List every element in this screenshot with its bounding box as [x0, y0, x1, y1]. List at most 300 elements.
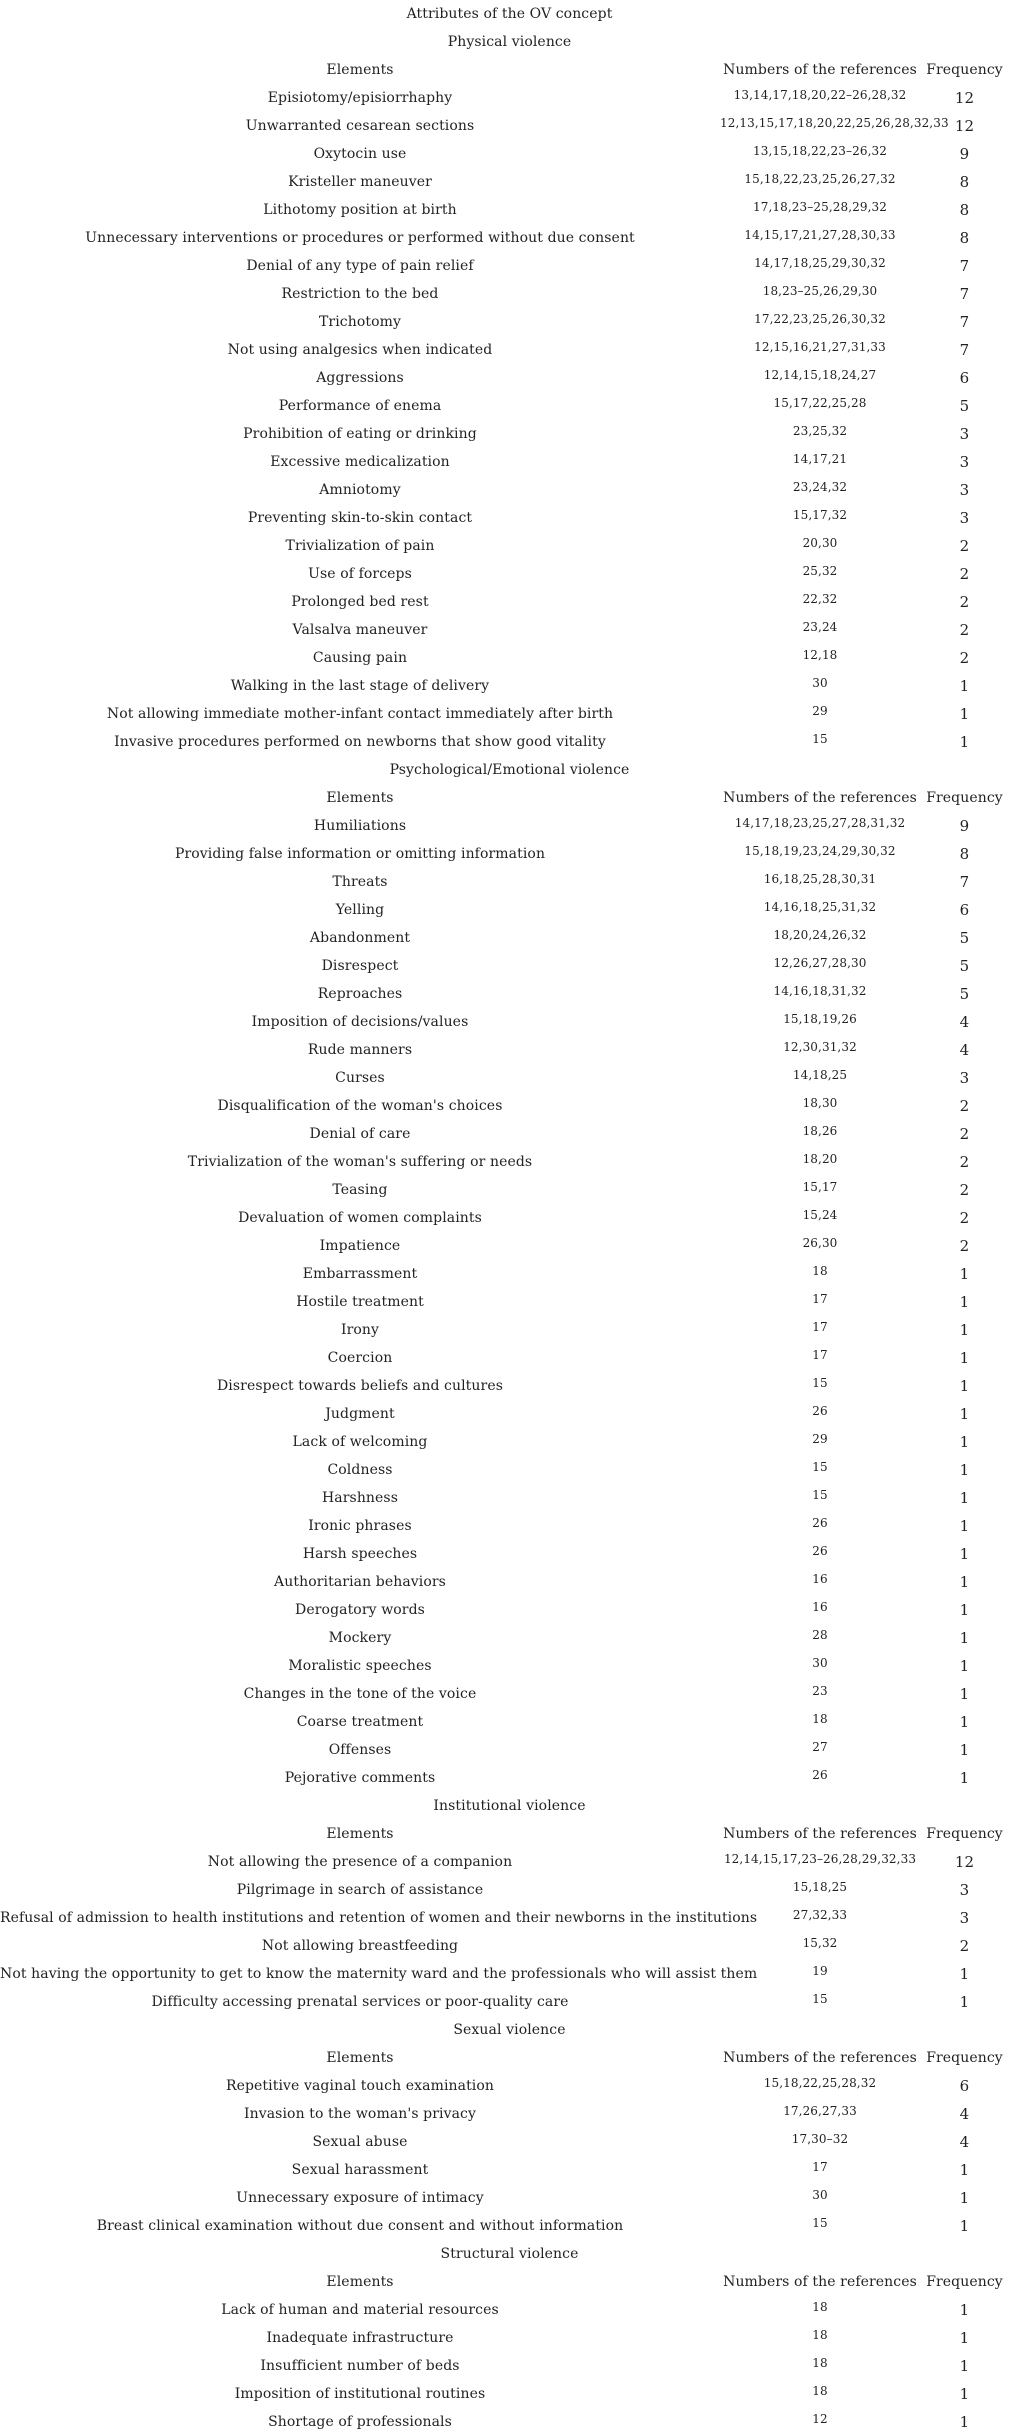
element-cell: Impatience — [319, 1238, 401, 1254]
table-row — [0, 336, 1009, 364]
frequency-cell: 9 — [959, 145, 970, 163]
frequency-cell: 4 — [959, 1041, 970, 1059]
column-header-row — [0, 56, 1009, 84]
frequency-cell: 1 — [959, 1265, 970, 1283]
frequency-cell: 1 — [959, 705, 970, 723]
table-row — [0, 168, 1009, 196]
element-cell: Coldness — [327, 1462, 393, 1478]
references-cell: 15 — [812, 732, 828, 746]
references-cell: 16 — [812, 1572, 828, 1586]
element-cell: Unnecessary interventions or procedures or performed without due consent — [85, 230, 635, 246]
frequency-cell: 1 — [959, 1517, 970, 1535]
column-header-row — [0, 2268, 1009, 2296]
element-cell: Pejorative comments — [284, 1770, 436, 1786]
references-cell: 25,32 — [802, 564, 838, 578]
element-cell: Lithotomy position at birth — [263, 202, 457, 218]
frequency-cell: 2 — [959, 1209, 970, 1227]
element-cell: Curses — [335, 1070, 385, 1086]
frequency-cell: 3 — [959, 1069, 970, 1087]
element-cell: Unnecessary exposure of intimacy — [236, 2190, 484, 2206]
element-cell: Not having the opportunity to get to know the maternity ward and the professionals who will assist them — [0, 1966, 758, 1982]
table-row — [0, 448, 1009, 476]
element-cell: Not allowing the presence of a companion — [207, 1854, 513, 1870]
table-row — [0, 1400, 1009, 1428]
references-cell: 27,32,33 — [792, 1908, 848, 1922]
frequency-cell: 2 — [959, 1237, 970, 1255]
element-cell: Trichotomy — [318, 314, 402, 330]
element-cell: Episiotomy/episiorrhaphy — [267, 90, 453, 106]
references-cell: 15,32 — [802, 1936, 838, 1950]
frequency-cell: 3 — [959, 1909, 970, 1927]
table-row — [0, 392, 1009, 420]
table-row — [0, 2128, 1009, 2156]
table-row — [0, 952, 1009, 980]
references-cell: 19 — [812, 1964, 828, 1978]
element-cell: Harsh speeches — [302, 1546, 418, 1562]
table-row — [0, 980, 1009, 1008]
references-cell: 18,20,24,26,32 — [773, 928, 867, 942]
element-cell: Hostile treatment — [296, 1294, 424, 1310]
frequency-cell: 1 — [959, 2329, 970, 2347]
frequency-cell: 7 — [959, 873, 970, 891]
frequency-cell: 1 — [959, 733, 970, 751]
references-cell: 17,30–32 — [791, 2132, 849, 2146]
frequency-cell: 5 — [959, 929, 970, 947]
frequency-cell: 1 — [959, 2161, 970, 2179]
table-row — [0, 1260, 1009, 1288]
table-row — [0, 1764, 1009, 1792]
frequency-cell: 2 — [959, 621, 970, 639]
table-row — [0, 1484, 1009, 1512]
element-cell: Denial of care — [309, 1126, 411, 1142]
frequency-cell: 4 — [959, 2105, 970, 2123]
references-cell: 15,17,22,25,28 — [773, 396, 867, 410]
frequency-cell: 12 — [954, 117, 975, 135]
frequency-cell: 9 — [959, 817, 970, 835]
element-cell: Changes in the tone of the voice — [243, 1686, 477, 1702]
table-row — [0, 1456, 1009, 1484]
references-cell: 17,26,27,33 — [783, 2104, 857, 2118]
table-row — [0, 672, 1009, 700]
frequency-cell: 1 — [959, 1629, 970, 1647]
table-row — [0, 868, 1009, 896]
references-cell: 15,18,19,23,24,29,30,32 — [744, 844, 896, 858]
element-cell: Ironic phrases — [308, 1518, 412, 1534]
header-elements: Elements — [326, 790, 394, 806]
header-elements: Elements — [326, 2274, 394, 2290]
element-cell: Disqualification of the woman's choices — [217, 1098, 503, 1114]
element-cell: Yelling — [335, 902, 385, 918]
frequency-cell: 1 — [959, 1321, 970, 1339]
table-row — [0, 504, 1009, 532]
references-cell: 17,18,23–25,28,29,32 — [753, 200, 887, 214]
frequency-cell: 2 — [959, 1097, 970, 1115]
element-cell: Imposition of decisions/values — [251, 1014, 469, 1030]
element-cell: Prohibition of eating or drinking — [243, 426, 477, 442]
frequency-cell: 2 — [959, 1181, 970, 1199]
section-2 — [0, 1792, 1009, 2016]
references-cell: 12,14,15,17,23–26,28,29,32,33 — [723, 1852, 917, 1866]
table-row — [0, 1708, 1009, 1736]
element-cell: Insufficient number of beds — [260, 2358, 460, 2374]
table-row — [0, 728, 1009, 756]
references-cell: 14,15,17,21,27,28,30,33 — [744, 228, 896, 242]
frequency-cell: 3 — [959, 509, 970, 527]
frequency-cell: 8 — [959, 173, 970, 191]
references-cell: 20,30 — [802, 536, 838, 550]
table-row — [0, 2380, 1009, 2408]
frequency-cell: 4 — [959, 2133, 970, 2151]
column-header-row — [0, 2044, 1009, 2072]
table-row — [0, 2296, 1009, 2324]
references-cell: 23 — [812, 1684, 828, 1698]
references-cell: 17 — [812, 2160, 828, 2174]
table-row — [0, 812, 1009, 840]
element-cell: Prolonged bed rest — [291, 594, 429, 610]
table-row — [0, 1204, 1009, 1232]
frequency-cell: 2 — [959, 649, 970, 667]
table-row — [0, 896, 1009, 924]
frequency-cell: 1 — [959, 1489, 970, 1507]
references-cell: 28 — [812, 1628, 828, 1642]
table-row — [0, 2072, 1009, 2100]
table-row — [0, 420, 1009, 448]
header-references: Numbers of the references — [723, 62, 917, 78]
table-row — [0, 252, 1009, 280]
frequency-cell: 1 — [959, 1685, 970, 1703]
element-cell: Repetitive vaginal touch examination — [225, 2078, 495, 2094]
references-cell: 18 — [812, 2384, 828, 2398]
references-cell: 26 — [812, 1768, 828, 1782]
references-cell: 18 — [812, 1264, 828, 1278]
table-row — [0, 1876, 1009, 1904]
table-row — [0, 224, 1009, 252]
references-cell: 13,15,18,22,23–26,32 — [753, 144, 887, 158]
frequency-cell: 6 — [959, 2077, 970, 2095]
references-cell: 30 — [812, 1656, 828, 1670]
table-row — [0, 1064, 1009, 1092]
frequency-cell: 1 — [959, 2357, 970, 2375]
table-row — [0, 1680, 1009, 1708]
element-cell: Shortage of professionals — [268, 2414, 452, 2430]
element-cell: Moralistic speeches — [288, 1658, 432, 1674]
frequency-cell: 1 — [959, 1657, 970, 1675]
frequency-cell: 7 — [959, 313, 970, 331]
element-cell: Preventing skin-to-skin contact — [247, 510, 473, 526]
element-cell: Pilgrimage in search of assistance — [236, 1882, 484, 1898]
references-cell: 15 — [812, 1376, 828, 1390]
section-title: Psychological/Emotional violence — [389, 762, 630, 778]
table-row — [0, 1512, 1009, 1540]
references-cell: 17 — [812, 1320, 828, 1334]
element-cell: Threats — [332, 874, 388, 890]
references-cell: 18,26 — [802, 1124, 838, 1138]
table-row — [0, 84, 1009, 112]
table-row — [0, 1120, 1009, 1148]
section-title: Institutional violence — [433, 1798, 586, 1814]
element-cell: Derogatory words — [295, 1602, 425, 1618]
references-cell: 15 — [812, 1992, 828, 2006]
element-cell: Imposition of institutional routines — [234, 2386, 486, 2402]
frequency-cell: 2 — [959, 593, 970, 611]
references-cell: 22,32 — [802, 592, 838, 606]
table-row — [0, 1008, 1009, 1036]
references-cell: 26 — [812, 1516, 828, 1530]
references-cell: 15,18,22,25,28,32 — [763, 2076, 877, 2090]
frequency-cell: 3 — [959, 481, 970, 499]
frequency-cell: 2 — [959, 1937, 970, 1955]
element-cell: Abandonment — [309, 930, 411, 946]
element-cell: Teasing — [332, 1182, 388, 1198]
table-row — [0, 1232, 1009, 1260]
references-cell: 26,30 — [802, 1236, 838, 1250]
element-cell: Walking in the last stage of delivery — [230, 678, 490, 694]
frequency-cell: 1 — [959, 677, 970, 695]
header-references: Numbers of the references — [723, 790, 917, 806]
references-cell: 14,16,18,25,31,32 — [763, 900, 877, 914]
header-references: Numbers of the references — [723, 2050, 917, 2066]
references-cell: 13,14,17,18,20,22–26,28,32 — [733, 88, 907, 102]
element-cell: Reproaches — [317, 986, 403, 1002]
references-cell: 26 — [812, 1544, 828, 1558]
element-cell: Not allowing immediate mother-infant contact immediately after birth — [106, 706, 614, 722]
references-cell: 29 — [812, 1432, 828, 1446]
element-cell: Invasive procedures performed on newborns that show good vitality — [114, 734, 606, 750]
table-row — [0, 280, 1009, 308]
frequency-cell: 2 — [959, 537, 970, 555]
table-row — [0, 1148, 1009, 1176]
element-cell: Inadequate infrastructure — [266, 2330, 454, 2346]
table-row — [0, 2352, 1009, 2380]
references-cell: 23,24 — [802, 620, 838, 634]
element-cell: Rude manners — [307, 1042, 413, 1058]
table-row — [0, 1316, 1009, 1344]
frequency-cell: 1 — [959, 2189, 970, 2207]
header-elements: Elements — [326, 2050, 394, 2066]
references-cell: 15,18,25 — [792, 1880, 848, 1894]
element-cell: Invasion to the woman's privacy — [243, 2106, 476, 2122]
header-frequency: Frequency — [926, 62, 1003, 78]
table-row — [0, 2156, 1009, 2184]
references-cell: 16,18,25,28,30,31 — [763, 872, 877, 886]
element-cell: Judgment — [325, 1406, 395, 1422]
references-cell: 18,20 — [802, 1152, 838, 1166]
references-cell: 15,17 — [802, 1180, 838, 1194]
references-cell: 12,26,27,28,30 — [773, 956, 867, 970]
element-cell: Trivialization of pain — [285, 538, 435, 554]
element-cell: Sexual abuse — [312, 2134, 408, 2150]
frequency-cell: 1 — [959, 1433, 970, 1451]
element-cell: Not allowing breastfeeding — [261, 1938, 459, 1954]
references-cell: 18,23–25,26,29,30 — [762, 284, 878, 298]
table-row — [0, 196, 1009, 224]
table-row — [0, 532, 1009, 560]
references-cell: 15 — [812, 1488, 828, 1502]
table-title: Attributes of the OV concept — [406, 6, 613, 22]
references-cell: 18,30 — [802, 1096, 838, 1110]
table-row — [0, 616, 1009, 644]
frequency-cell: 2 — [959, 1153, 970, 1171]
element-cell: Trivialization of the woman's suffering or needs — [187, 1154, 533, 1170]
frequency-cell: 3 — [959, 425, 970, 443]
references-cell: 14,17,21 — [792, 452, 848, 466]
table-row — [0, 140, 1009, 168]
table-row — [0, 1652, 1009, 1680]
table-row — [0, 364, 1009, 392]
header-elements: Elements — [326, 62, 394, 78]
references-cell: 18 — [812, 2356, 828, 2370]
table-row — [0, 588, 1009, 616]
references-cell: 17 — [812, 1348, 828, 1362]
frequency-cell: 7 — [959, 257, 970, 275]
frequency-cell: 1 — [959, 1461, 970, 1479]
references-cell: 14,16,18,31,32 — [773, 984, 867, 998]
header-elements: Elements — [326, 1826, 394, 1842]
table-row — [0, 700, 1009, 728]
table-row — [0, 1176, 1009, 1204]
element-cell: Sexual harassment — [291, 2162, 429, 2178]
table-row — [0, 476, 1009, 504]
element-cell: Denial of any type of pain relief — [246, 258, 474, 274]
frequency-cell: 1 — [959, 1377, 970, 1395]
element-cell: Excessive medicalization — [270, 454, 450, 470]
references-cell: 26 — [812, 1404, 828, 1418]
frequency-cell: 1 — [959, 1405, 970, 1423]
table-row — [0, 2184, 1009, 2212]
table-row — [0, 1036, 1009, 1064]
header-references: Numbers of the references — [723, 2274, 917, 2290]
references-cell: 15,24 — [802, 1208, 838, 1222]
element-cell: Aggressions — [316, 370, 404, 386]
element-cell: Devaluation of women complaints — [238, 1210, 482, 1226]
frequency-cell: 1 — [959, 1769, 970, 1787]
section-4 — [0, 2240, 1009, 2436]
frequency-cell: 1 — [959, 1545, 970, 1563]
table-row — [0, 1540, 1009, 1568]
header-frequency: Frequency — [926, 2274, 1003, 2290]
frequency-cell: 12 — [954, 89, 975, 107]
element-cell: Kristeller maneuver — [288, 174, 432, 190]
references-cell: 16 — [812, 1600, 828, 1614]
references-cell: 23,25,32 — [792, 424, 848, 438]
header-frequency: Frequency — [926, 2050, 1003, 2066]
frequency-cell: 6 — [959, 901, 970, 919]
frequency-cell: 4 — [959, 1013, 970, 1031]
section-title: Physical violence — [447, 34, 572, 50]
element-cell: Lack of welcoming — [292, 1434, 428, 1450]
frequency-cell: 3 — [959, 453, 970, 471]
section-0 — [0, 28, 1009, 756]
references-cell: 12,30,31,32 — [783, 1040, 857, 1054]
frequency-cell: 6 — [959, 369, 970, 387]
frequency-cell: 3 — [959, 1881, 970, 1899]
table-row — [0, 924, 1009, 952]
table-row — [0, 2212, 1009, 2240]
header-frequency: Frequency — [926, 1826, 1003, 1842]
element-cell: Causing pain — [312, 650, 408, 666]
element-cell: Valsalva maneuver — [292, 622, 428, 638]
element-cell: Not using analgesics when indicated — [227, 342, 493, 358]
references-cell: 30 — [812, 676, 828, 690]
element-cell: Lack of human and material resources — [221, 2302, 499, 2318]
references-cell: 14,18,25 — [792, 1068, 848, 1082]
table-row — [0, 560, 1009, 588]
frequency-cell: 1 — [959, 1993, 970, 2011]
element-cell: Embarrassment — [302, 1266, 418, 1282]
element-cell: Breast clinical examination without due consent and without information — [96, 2218, 624, 2234]
table-row — [0, 1372, 1009, 1400]
references-cell: 18 — [812, 2300, 828, 2314]
table-row — [0, 1092, 1009, 1120]
frequency-cell: 1 — [959, 2301, 970, 2319]
element-cell: Humiliations — [313, 818, 407, 834]
table-row — [0, 2100, 1009, 2128]
element-cell: Coarse treatment — [296, 1714, 424, 1730]
references-cell: 29 — [812, 704, 828, 718]
element-cell: Coercion — [327, 1350, 393, 1366]
element-cell: Refusal of admission to health institutions and retention of women and their newborns in the institutions — [0, 1910, 758, 1926]
references-cell: 14,17,18,23,25,27,28,31,32 — [734, 816, 906, 830]
element-cell: Difficulty accessing prenatal services or poor-quality care — [151, 1994, 569, 2010]
element-cell: Unwarranted cesarean sections — [245, 118, 475, 134]
section-title: Structural violence — [440, 2246, 579, 2262]
column-header-row — [0, 784, 1009, 812]
table-row — [0, 1428, 1009, 1456]
frequency-cell: 8 — [959, 201, 970, 219]
frequency-cell: 2 — [959, 565, 970, 583]
table-row — [0, 1288, 1009, 1316]
table-row — [0, 644, 1009, 672]
frequency-cell: 8 — [959, 229, 970, 247]
element-cell: Harshness — [321, 1490, 399, 1506]
element-cell: Disrespect towards beliefs and cultures — [216, 1378, 503, 1394]
header-frequency: Frequency — [926, 790, 1003, 806]
frequency-cell: 5 — [959, 957, 970, 975]
references-cell: 12 — [812, 2412, 828, 2426]
references-cell: 17 — [812, 1292, 828, 1306]
table-row — [0, 1624, 1009, 1652]
table-row — [0, 1568, 1009, 1596]
element-cell: Offenses — [328, 1742, 392, 1758]
references-cell: 18 — [812, 1712, 828, 1726]
references-cell: 12,13,15,17,18,20,22,25,26,28,32,33 — [720, 116, 949, 130]
table-row — [0, 1344, 1009, 1372]
element-cell: Restriction to the bed — [281, 286, 439, 302]
frequency-cell: 1 — [959, 1741, 970, 1759]
element-cell: Authoritarian behaviors — [274, 1574, 446, 1590]
header-references: Numbers of the references — [723, 1826, 917, 1842]
element-cell: Amniotomy — [319, 482, 401, 498]
frequency-cell: 7 — [959, 285, 970, 303]
frequency-cell: 2 — [959, 1125, 970, 1143]
frequency-cell: 1 — [959, 1573, 970, 1591]
table-row — [0, 308, 1009, 336]
frequency-cell: 12 — [954, 1853, 975, 1871]
references-cell: 12,18 — [802, 648, 838, 662]
element-cell: Mockery — [328, 1630, 392, 1646]
frequency-cell: 1 — [959, 2385, 970, 2403]
table-row — [0, 1736, 1009, 1764]
table-row — [0, 1904, 1009, 1932]
frequency-cell: 5 — [959, 397, 970, 415]
frequency-cell: 5 — [959, 985, 970, 1003]
frequency-cell: 1 — [959, 1713, 970, 1731]
frequency-cell: 7 — [959, 341, 970, 359]
references-cell: 15 — [812, 2216, 828, 2230]
references-cell: 30 — [812, 2188, 828, 2202]
references-cell: 23,24,32 — [792, 480, 848, 494]
element-cell: Oxytocin use — [313, 146, 407, 162]
